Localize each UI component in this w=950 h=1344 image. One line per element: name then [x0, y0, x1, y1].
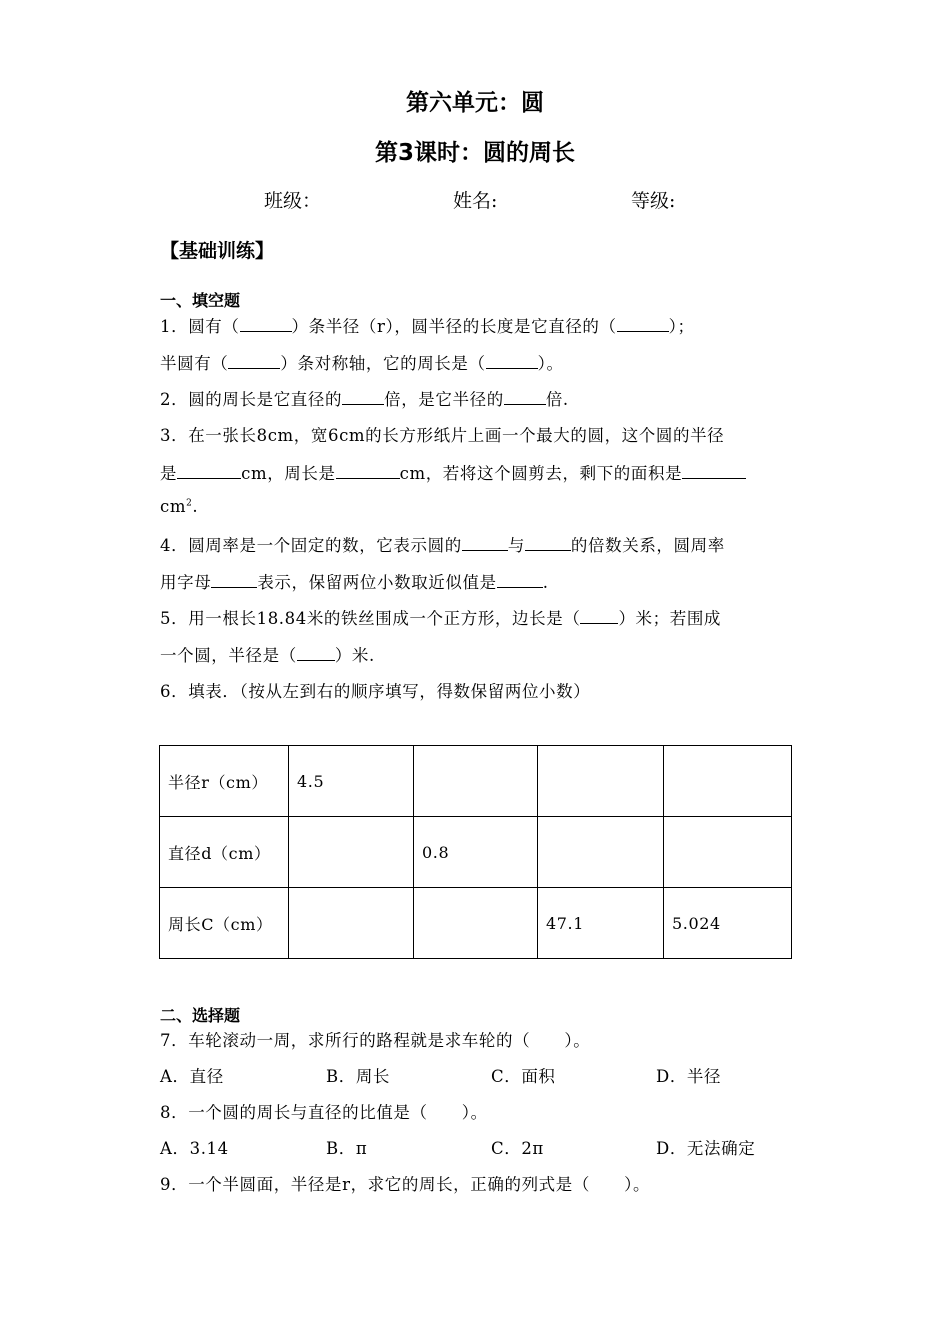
text: 一个圆，半径是（	[160, 646, 297, 665]
question-9: 9．一个半圆面，半径是r，求它的周长，正确的列式是（ ）。	[160, 1175, 651, 1194]
text: 表示，保留两位小数取近似值是	[257, 573, 497, 592]
text: 半圆有（	[160, 354, 229, 373]
table-cell[interactable]	[414, 746, 538, 817]
question-4-line-1	[160, 532, 725, 556]
q8-option-a[interactable]: A．3.14	[160, 1139, 229, 1158]
text: 5．用一根长18.84米的铁丝围成一个正方形，边长是（	[160, 609, 581, 628]
question-1-line-1	[160, 313, 695, 337]
section-basic-training: 【基础训练】	[160, 240, 275, 262]
text: 倍.	[545, 390, 569, 409]
answer-blank[interactable]	[177, 462, 241, 479]
text: cm	[160, 497, 187, 516]
q8-option-c[interactable]: C．2π	[491, 1139, 544, 1158]
text: cm，若将这个圆剪去，剩下的面积是	[399, 464, 683, 483]
table-cell[interactable]	[414, 888, 538, 959]
question-3-line-2	[160, 460, 746, 484]
answer-blank[interactable]	[486, 352, 538, 369]
table-cell: 5.024	[664, 888, 792, 959]
q7-option-c[interactable]: C．面积	[491, 1067, 556, 1086]
answer-blank[interactable]	[580, 607, 618, 624]
text: 1．圆有（	[160, 317, 240, 336]
q8-option-b[interactable]: B．π	[326, 1139, 368, 1158]
table-row	[160, 746, 792, 817]
text: ）条半径（r），圆半径的长度是它直径的（	[291, 317, 617, 336]
text: ）。	[537, 354, 564, 373]
text: ）米.	[334, 646, 375, 665]
text: 用字母	[160, 573, 212, 592]
lesson-title: 第3课时：圆的周长	[374, 140, 575, 166]
question-3-line-1: 3．在一张长8cm，宽6cm的长方形纸片上画一个最大的圆，这个圆的半径	[160, 426, 725, 445]
q8-option-d[interactable]: D．无法确定	[656, 1139, 756, 1158]
table-cell[interactable]	[664, 817, 792, 888]
circle-table	[159, 745, 792, 959]
question-1-line-2	[160, 350, 564, 374]
text: .	[192, 497, 199, 516]
text: 4．圆周率是一个固定的数，它表示圆的	[160, 536, 462, 555]
answer-blank[interactable]	[462, 534, 508, 551]
superscript: 2	[186, 498, 193, 509]
text: cm，周长是	[241, 464, 336, 483]
text: 2．圆的周长是它直径的	[160, 390, 343, 409]
grade-label: 等级:	[631, 190, 676, 212]
question-5-line-2	[160, 642, 375, 666]
answer-blank[interactable]	[497, 571, 543, 588]
text: 的倍数关系，圆周率	[570, 536, 725, 555]
answer-blank[interactable]	[228, 352, 280, 369]
table-row	[160, 817, 792, 888]
answer-blank[interactable]	[504, 388, 546, 405]
q7-option-a[interactable]: A．直径	[160, 1067, 224, 1086]
question-4-line-2	[160, 569, 549, 593]
table-cell[interactable]	[664, 746, 792, 817]
multiple-choice-heading: 二、选择题	[160, 1006, 241, 1025]
table-cell: 47.1	[538, 888, 664, 959]
fill-in-heading: 一、填空题	[160, 291, 241, 310]
unit-title: 第六单元：圆	[406, 90, 544, 116]
answer-blank[interactable]	[240, 315, 292, 332]
text: ）条对称轴，它的周长是（	[280, 354, 486, 373]
q7-option-b[interactable]: B．周长	[326, 1067, 391, 1086]
question-7: 7．车轮滚动一周，求所行的路程就是求车轮的（ ）。	[160, 1031, 591, 1050]
q7-option-d[interactable]: D．半径	[656, 1067, 722, 1086]
text: .	[542, 573, 549, 592]
table-cell: 0.8	[414, 817, 538, 888]
table-row	[160, 888, 792, 959]
text: 是	[160, 464, 178, 483]
table-cell[interactable]	[289, 817, 414, 888]
answer-blank[interactable]	[342, 388, 384, 405]
question-6: 6．填表．（按从左到右的顺序填写，得数保留两位小数）	[160, 682, 591, 701]
text: 倍，是它半径的	[384, 390, 504, 409]
answer-blank[interactable]	[682, 462, 746, 479]
class-label: 班级：	[264, 190, 322, 212]
name-label: 姓名:	[453, 190, 498, 212]
table-cell[interactable]	[538, 817, 664, 888]
answer-blank[interactable]	[617, 315, 669, 332]
answer-blank[interactable]	[211, 571, 257, 588]
question-8: 8．一个圆的周长与直径的比值是（ ）。	[160, 1103, 488, 1122]
table-cell: 4.5	[289, 746, 414, 817]
table-cell: 直径d（cm）	[160, 817, 289, 888]
table-cell[interactable]	[289, 888, 414, 959]
table-cell: 半径r（cm）	[160, 746, 289, 817]
question-2	[160, 386, 569, 410]
answer-blank[interactable]	[297, 644, 335, 661]
text: ）；	[668, 317, 695, 336]
table-cell[interactable]	[538, 746, 664, 817]
question-5-line-1	[160, 605, 721, 629]
text: ）米；若围成	[618, 609, 722, 628]
answer-blank[interactable]	[525, 534, 571, 551]
text: 与	[507, 536, 525, 555]
answer-blank[interactable]	[336, 462, 400, 479]
table-cell: 周长C（cm）	[160, 888, 289, 959]
question-3-line-3	[160, 497, 198, 516]
